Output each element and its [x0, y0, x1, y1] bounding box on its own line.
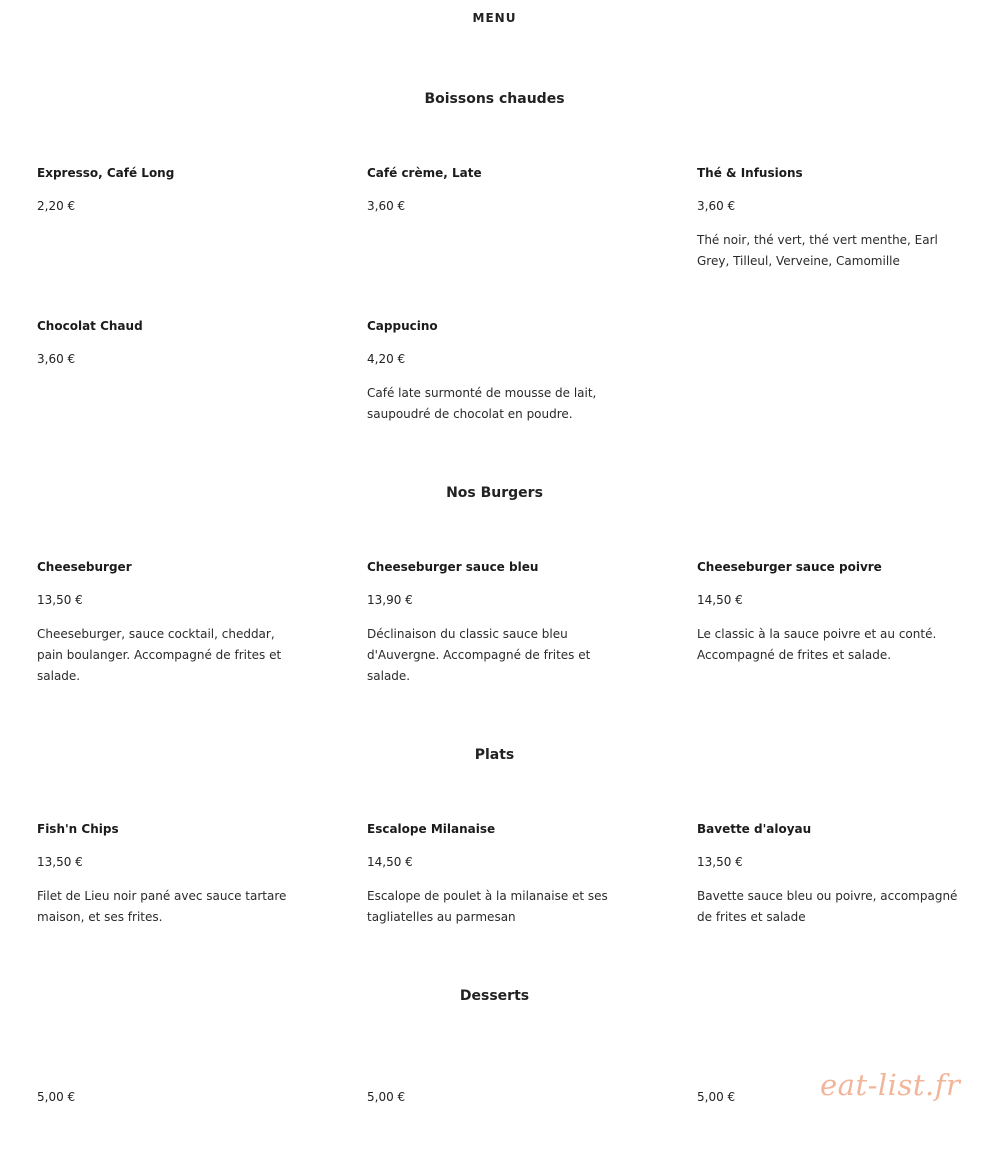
item-name: Expresso, Café Long [37, 166, 175, 180]
menu-item-cappucino [367, 317, 629, 425]
item-price: 13,50 € [37, 593, 83, 607]
item-price: 13,90 € [367, 593, 413, 607]
item-name: Cheeseburger [37, 560, 132, 574]
item-price: 13,50 € [697, 855, 743, 869]
item-price: 14,50 € [367, 855, 413, 869]
item-description: Bavette sauce bleu ou poivre, accompagné de frites et salade [697, 889, 958, 924]
menu-item-cafe-creme [367, 164, 629, 215]
item-description: Café late surmonté de mousse de lait, saupoudré de chocolat en poudre. [367, 386, 597, 421]
item-name: Fish'n Chips [37, 822, 119, 836]
item-price: 5,00 € [697, 1090, 736, 1104]
page-title: MENU [472, 11, 517, 25]
item-description: Cheeseburger, sauce cocktail, cheddar, pain boulanger. Accompagné de frites et salade. [37, 627, 282, 683]
item-name: Café crème, Late [367, 166, 482, 180]
section-title-boissons-chaudes: Boissons chaudes [424, 91, 565, 107]
item-description: Le classic à la sauce poivre et au conté. Accompagné de frites et salade. [697, 627, 937, 662]
item-name: Cheeseburger sauce bleu [367, 560, 539, 574]
item-price: 14,50 € [697, 593, 743, 607]
menu-item-cheeseburger-sauce-bleu [367, 558, 629, 687]
item-price: 5,00 € [37, 1090, 76, 1104]
menu-item-dessert-1 [37, 1058, 299, 1106]
item-description: Déclinaison du classic sauce bleu d'Auvergne. Accompagné de frites et salade. [367, 627, 591, 683]
menu-item-bavette-daloyau [697, 820, 959, 928]
item-price: 5,00 € [367, 1090, 406, 1104]
item-price: 4,20 € [367, 352, 406, 366]
item-price: 13,50 € [37, 855, 83, 869]
item-name-faded [367, 1058, 629, 1068]
section-title-plats: Plats [474, 747, 515, 763]
menu-item-dessert-2 [367, 1058, 629, 1106]
item-description: Thé noir, thé vert, thé vert menthe, Earl Grey, Tilleul, Verveine, Camomille [697, 233, 938, 268]
menu-item-fish-n-chips [37, 820, 299, 928]
item-price: 2,20 € [37, 199, 76, 213]
item-name: Bavette d'aloyau [697, 822, 812, 836]
item-name: Cheeseburger sauce poivre [697, 560, 882, 574]
menu-item-the-infusions [697, 164, 959, 272]
watermark-eat-list: eat-list.fr [820, 1068, 961, 1102]
item-name: Chocolat Chaud [37, 319, 143, 333]
menu-item-cheeseburger-sauce-poivre [697, 558, 959, 666]
item-price: 3,60 € [697, 199, 736, 213]
item-name-faded [697, 1058, 959, 1068]
menu-item-escalope-milanaise [367, 820, 629, 928]
item-name: Thé & Infusions [697, 166, 803, 180]
menu-item-expresso [37, 164, 299, 215]
section-title-desserts: Desserts [459, 988, 530, 1004]
item-name: Cappucino [367, 319, 438, 333]
item-description: Filet de Lieu noir pané avec sauce tartare maison, et ses frites. [37, 889, 287, 924]
item-price: 3,60 € [37, 352, 76, 366]
item-description: Escalope de poulet à la milanaise et ses tagliatelles au parmesan [367, 889, 608, 924]
item-name: Escalope Milanaise [367, 822, 496, 836]
section-title-nos-burgers: Nos Burgers [446, 485, 543, 501]
item-name-faded [37, 1058, 299, 1068]
menu-item-chocolat-chaud [37, 317, 299, 368]
menu-item-cheeseburger [37, 558, 299, 687]
item-price: 3,60 € [367, 199, 406, 213]
